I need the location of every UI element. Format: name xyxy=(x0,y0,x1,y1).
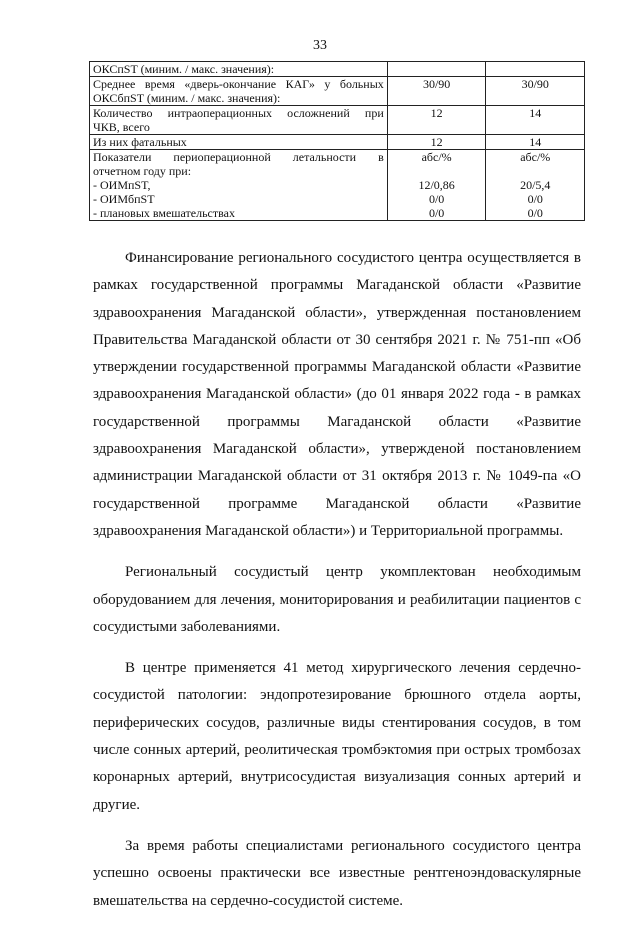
table-cell-col1 xyxy=(387,77,486,106)
table-cell-label-line: Количество интраоперационных осложнений при xyxy=(93,106,384,120)
table-cell-value: 12 xyxy=(430,135,443,149)
table-cell-value: 0/0 xyxy=(428,192,445,206)
table-cell-label-line: Из них фатальных xyxy=(93,135,187,149)
table-cell-col1 xyxy=(387,135,486,150)
table-cell-value: 14 xyxy=(529,106,542,120)
table-row xyxy=(90,106,585,135)
body-text xyxy=(93,245,581,929)
paragraph-equipment: Региональный сосудистый центр укомплектован необходимым оборудованием для лечения, мониторирования и реабилитации пациентов с сосудистыми заболеваниями. xyxy=(93,564,581,635)
page-number: 33 xyxy=(313,38,327,53)
table-cell-label xyxy=(90,106,388,135)
table-row xyxy=(90,135,585,150)
table-cell-col2 xyxy=(486,106,585,135)
table-cell-label-line: Показатели периоперационной летальности в xyxy=(93,150,384,164)
table-cell-value: 0/0 xyxy=(527,206,543,220)
table-cell-value: абс/% xyxy=(520,150,551,164)
table-cell-value: 30/90 xyxy=(422,77,451,91)
table-cell-value: 12/0,86 xyxy=(418,178,455,192)
table-row xyxy=(90,77,585,106)
table-cell-label-line: ОКСбпST (миним. / макс. значения): xyxy=(93,91,281,105)
table-cell-col2 xyxy=(486,77,585,106)
table-cell-label-line: отчетном году при: xyxy=(93,164,192,178)
table-cell-label xyxy=(90,150,388,221)
table-cell-label-line: Среднее время «дверь-окончание КАГ» у больных xyxy=(93,77,384,91)
table-cell-value: 12 xyxy=(430,106,443,120)
table-cell-value xyxy=(391,62,483,76)
table-cell-label-line: ОКСпST (миним. / макс. значения): xyxy=(93,62,275,76)
table-cell-value: 0/0 xyxy=(527,192,543,206)
table-cell-value xyxy=(489,164,581,178)
table-cell-col2 xyxy=(486,62,585,77)
table-cell-label-line: ЧКВ, всего xyxy=(93,120,150,134)
table-cell-value: 14 xyxy=(529,135,542,149)
table-cell-label-line: - ОИМбпST xyxy=(93,192,155,206)
table-cell-col2 xyxy=(486,150,585,221)
table-cell-col2 xyxy=(486,135,585,150)
table-cell-value xyxy=(489,62,581,76)
table-row xyxy=(90,150,585,221)
table-cell-label xyxy=(90,135,388,150)
paragraph-financing: Финансирование регионального сосудистого центра осуществляется в рамках государственной программы Магаданской области «Развитие здравоохранения Магаданской области», утвержденная постановлением Правительства Магаданской области от 30 сентября 2021 г. № 751-пп «Об утверждении государственной программы Магаданской области «Развитие здравоохранения Магаданской области» (до 01 января 2022 года - в рамках государственной программы Магаданской области «Развитие здравоохранения Магаданской области», утвержденой постановлением администрации Магаданской области от 31 октября 2013 г. № 1049-па «О государственной программе Магаданской области «Развитие здравоохранения Магаданской области») и Территориальной программы. xyxy=(93,250,581,539)
table-cell-col1 xyxy=(387,150,486,221)
table-cell-label xyxy=(90,77,388,106)
table-cell-value: 0/0 xyxy=(428,206,445,220)
statistics-table-body xyxy=(90,62,585,221)
statistics-table xyxy=(89,61,585,221)
table-row xyxy=(90,62,585,77)
table-cell-col1 xyxy=(387,62,486,77)
table-cell-label-line: - плановых вмешательствах xyxy=(93,206,235,220)
table-cell-value xyxy=(391,164,483,178)
paragraph-methods: В центре применяется 41 метод хирургического лечения сердечно-сосудистой патологии: эндопротезирование брюшного отдела аорты, периферических сосудов, различные виды стентирования сосудов, в том числе сонных артерий, реолитическая тромбэктомия при острых тромбозах коронарных артерий, внутрисосудистая визуализация сонных артерий и другие. xyxy=(93,660,581,813)
table-cell-value: 20/5,4 xyxy=(520,178,551,192)
table-cell-label xyxy=(90,62,388,77)
table-cell-value: абс/% xyxy=(421,150,452,164)
table-cell-value: 30/90 xyxy=(521,77,549,91)
table-cell-label-line: - ОИМпST, xyxy=(93,178,151,192)
paragraph-interventions: За время работы специалистами регионального сосудистого центра успешно освоены практически все известные рентгеноэндоваскулярные вмешательства на сердечно-сосудистой системе. xyxy=(93,837,581,909)
table-cell-col1 xyxy=(387,106,486,135)
